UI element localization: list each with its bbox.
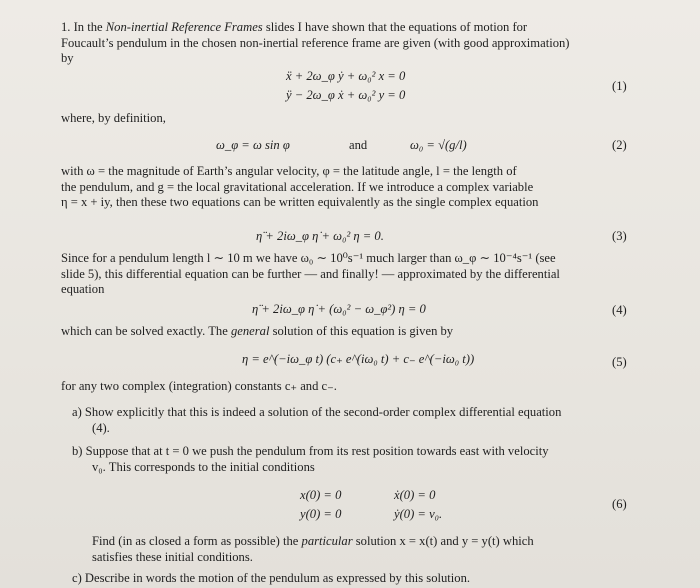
equation-1-line-1: ẍ + 2ω_φ ẏ + ω₀² x = 0 (286, 69, 406, 83)
item-b-line-2: v₀. This corresponds to the initial conditions (92, 459, 315, 474)
particular-emphasis: particular (301, 534, 353, 548)
paragraph-3-line-3: equation (61, 282, 105, 296)
equation-6-r1a: x(0) = 0 (300, 488, 342, 502)
intro-line-3: by (61, 51, 74, 65)
equation-5: η = e^(−iω_φ t) (c₊ e^(iω₀ t) + c₋ e^(−iω₀ t)) (242, 352, 475, 366)
equation-6-r1b: ẋ(0) = 0 (394, 488, 436, 502)
equation-6-r2b: ẏ(0) = v₀. (394, 507, 443, 521)
equation-2-number: (2) (612, 138, 627, 152)
item-b (72, 444, 637, 475)
equation-3-number: (3) (612, 229, 627, 243)
equation-6-r2a: y(0) = 0 (300, 507, 342, 521)
equation-5-number: (5) (612, 355, 627, 369)
item-a (72, 405, 637, 436)
equation-4: η̈ + 2iω_φ η̇ + (ω₀² − ω_φ²) η = 0 (252, 302, 426, 316)
item-a-line-2: (4). (92, 420, 110, 435)
item-c: c) Describe in words the motion of the pendulum as expressed by this solution. (72, 571, 471, 585)
item-a-line-1: a) Show explicitly that this is indeed a solution of the second-order complex differential equation (72, 405, 562, 419)
paragraph-3 (61, 251, 641, 298)
equation-1-line-2: ÿ − 2ω_φ ẋ + ω₀² y = 0 (286, 88, 406, 102)
paragraph-4: which can be solved exactly. The general solution of this equation is given by (61, 324, 454, 338)
paragraph-5: for any two complex (integration) constants c₊ and c₋. (61, 379, 337, 393)
general-emphasis: general (230, 324, 270, 338)
where-text: where, by definition, (61, 111, 166, 125)
paragraph-3-line-2: slide 5), this differential equation can be further — and finally! — approximated by the differential (61, 266, 560, 281)
find-text: Find (in as closed a form as possible) the particular solution x = x(t) and y = y(t) which satisfies these initial conditions. (72, 534, 637, 565)
equation-6-number: (6) (612, 497, 627, 511)
paragraph-3-line-1: Since for a pendulum length l ∼ 10 m we have ω₀ ∼ 10⁰s⁻¹ much larger than ω_φ ∼ 10⁻⁴s⁻¹ (see (61, 251, 556, 265)
equation-3: η̈ + 2iω_φ η̇ + ω₀² η = 0. (256, 229, 384, 243)
equation-2-and: and (349, 138, 368, 152)
question-intro (61, 20, 641, 67)
equation-4-number: (4) (612, 303, 627, 317)
find-line-2: satisfies these initial conditions. (92, 549, 253, 564)
intro-line-2: Foucault’s pendulum in the chosen non-inertial reference frame are given (with good approximation) (61, 35, 570, 50)
equation-2-left: ω_φ = ω sin φ (216, 138, 290, 152)
slides-title: Non-inertial Reference Frames (105, 20, 263, 34)
intro-line-1: 1. In the Non-inertial Reference Frames slides I have shown that the equations of motion for (61, 20, 528, 34)
paragraph-2-line-2: the pendulum, and g = the local gravitational acceleration. If we introduce a complex variable (61, 179, 534, 194)
paragraph-2-line-3: η = x + iy, then these two equations can be written equivalently as the single complex equation (61, 195, 539, 209)
paragraph-2 (61, 164, 641, 211)
equation-1-number: (1) (612, 79, 627, 93)
item-b-line-1: b) Suppose that at t = 0 we push the pendulum from its rest position towards east with velocity (72, 444, 549, 458)
equation-2-right: ω₀ = √(g/l) (410, 138, 467, 152)
paragraph-2-line-1: with ω = the magnitude of Earth’s angular velocity, φ = the latitude angle, l = the length of (61, 164, 517, 178)
